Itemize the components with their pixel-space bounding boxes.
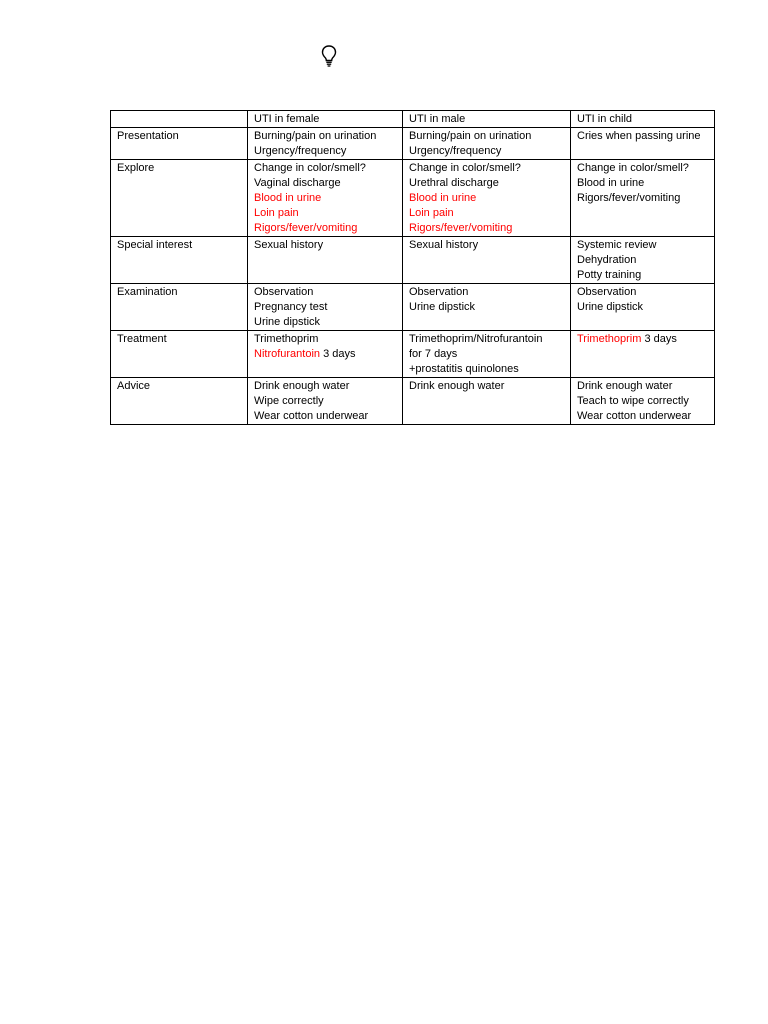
cell-text: Drink enough water (254, 380, 350, 392)
row-label: Advice (111, 378, 248, 425)
cell-text: Observation (409, 286, 469, 298)
cell-male (403, 128, 571, 160)
cell-line (577, 409, 708, 424)
cell-text: Drink enough water (409, 380, 505, 392)
highlighted-text: Nitrofurantoin (254, 348, 321, 360)
cell-child (571, 237, 715, 284)
header-uti-child: UTI in child (571, 111, 715, 128)
highlighted-text: Trimethoprim (577, 333, 642, 345)
highlighted-text: Rigors/fever/vomiting (409, 222, 513, 234)
cell-text: Rigors/fever/vomiting (577, 192, 681, 204)
highlighted-text: Blood in urine (409, 192, 477, 204)
cell-text: Urine dipstick (254, 316, 321, 328)
cell-text: Teach to wipe correctly (577, 395, 689, 407)
cell-line (254, 394, 396, 409)
cell-child (571, 160, 715, 237)
highlighted-text: Rigors/fever/vomiting (254, 222, 358, 234)
cell-text: Urethral discharge (409, 177, 499, 189)
cell-line (577, 285, 708, 300)
cell-line (409, 300, 564, 315)
cell-line (254, 409, 396, 424)
cell-line (254, 161, 396, 176)
cell-child (571, 331, 715, 378)
table-row (111, 237, 715, 284)
cell-suffix: 3 days (641, 333, 677, 345)
cell-text: Change in color/smell? (409, 162, 521, 174)
cell-line (409, 221, 564, 236)
cell-text: Dehydration (577, 254, 637, 266)
cell-line (409, 191, 564, 206)
header-uti-male: UTI in male (403, 111, 571, 128)
cell-text: Trimethoprim (254, 333, 319, 345)
cell-line (577, 253, 708, 268)
cell-line (577, 268, 708, 283)
table-row (111, 160, 715, 237)
row-label: Special interest (111, 237, 248, 284)
cell-line (254, 238, 396, 253)
cell-text: Wear cotton underwear (254, 410, 369, 422)
cell-text: Burning/pain on urination (409, 130, 532, 142)
cell-line (409, 129, 564, 144)
row-label: Explore (111, 160, 248, 237)
cell-female (248, 331, 403, 378)
cell-female (248, 128, 403, 160)
cell-text: Change in color/smell? (254, 162, 366, 174)
cell-line (409, 206, 564, 221)
cell-line (409, 238, 564, 253)
cell-line (254, 206, 396, 221)
cell-line (577, 191, 708, 206)
cell-line (254, 221, 396, 236)
table-row (111, 378, 715, 425)
cell-male (403, 160, 571, 237)
cell-line (409, 144, 564, 159)
cell-suffix: 3 days (320, 348, 356, 360)
table-row (111, 331, 715, 378)
cell-line (577, 238, 708, 253)
cell-line (409, 362, 564, 377)
header-cell-empty (111, 111, 248, 128)
cell-line (577, 394, 708, 409)
cell-text: Drink enough water (577, 380, 673, 392)
table-header-row (111, 111, 715, 128)
cell-text: Cries when passing urine (577, 130, 701, 142)
cell-text: Vaginal discharge (254, 177, 341, 189)
cell-text: Urgency/frequency (254, 145, 347, 157)
cell-line (577, 176, 708, 191)
cell-male (403, 378, 571, 425)
row-label: Treatment (111, 331, 248, 378)
cell-line (254, 285, 396, 300)
cell-line (409, 161, 564, 176)
cell-line (577, 161, 708, 176)
cell-text: Burning/pain on urination (254, 130, 377, 142)
cell-line (254, 300, 396, 315)
cell-female (248, 160, 403, 237)
uti-comparison-table (110, 110, 715, 425)
highlighted-text: Blood in urine (254, 192, 322, 204)
lightbulb-icon (320, 44, 338, 68)
cell-text: Sexual history (254, 239, 324, 251)
cell-line (577, 300, 708, 315)
cell-line (254, 144, 396, 159)
cell-male (403, 237, 571, 284)
cell-text: Sexual history (409, 239, 479, 251)
cell-text: Urine dipstick (577, 301, 644, 313)
cell-male (403, 284, 571, 331)
cell-text: Wipe correctly (254, 395, 324, 407)
cell-text: Observation (254, 286, 314, 298)
cell-text: for 7 days (409, 348, 458, 360)
cell-line (254, 315, 396, 330)
cell-line (577, 129, 708, 144)
cell-line (409, 332, 564, 347)
cell-child (571, 378, 715, 425)
highlighted-text: Loin pain (254, 207, 299, 219)
cell-text: Urgency/frequency (409, 145, 502, 157)
cell-line (409, 347, 564, 362)
cell-text: +prostatitis quinolones (409, 363, 519, 375)
cell-female (248, 237, 403, 284)
cell-line (254, 379, 396, 394)
cell-line (254, 176, 396, 191)
cell-text: Trimethoprim/Nitrofurantoin (409, 333, 543, 345)
cell-line (254, 332, 396, 347)
cell-line (254, 191, 396, 206)
cell-text: Potty training (577, 269, 642, 281)
cell-line (577, 332, 708, 347)
cell-text: Blood in urine (577, 177, 645, 189)
cell-line (254, 347, 396, 362)
cell-line (409, 176, 564, 191)
cell-text: Urine dipstick (409, 301, 476, 313)
cell-text: Systemic review (577, 239, 657, 251)
cell-line (577, 379, 708, 394)
cell-child (571, 284, 715, 331)
cell-female (248, 378, 403, 425)
cell-text: Observation (577, 286, 637, 298)
table-row (111, 128, 715, 160)
cell-line (409, 379, 564, 394)
cell-text: Wear cotton underwear (577, 410, 692, 422)
cell-text: Pregnancy test (254, 301, 328, 313)
cell-line (254, 129, 396, 144)
cell-female (248, 284, 403, 331)
row-label: Presentation (111, 128, 248, 160)
cell-child (571, 128, 715, 160)
cell-text: Change in color/smell? (577, 162, 689, 174)
cell-line (409, 285, 564, 300)
table-row (111, 284, 715, 331)
cell-male (403, 331, 571, 378)
header-uti-female: UTI in female (248, 111, 403, 128)
highlighted-text: Loin pain (409, 207, 454, 219)
row-label: Examination (111, 284, 248, 331)
